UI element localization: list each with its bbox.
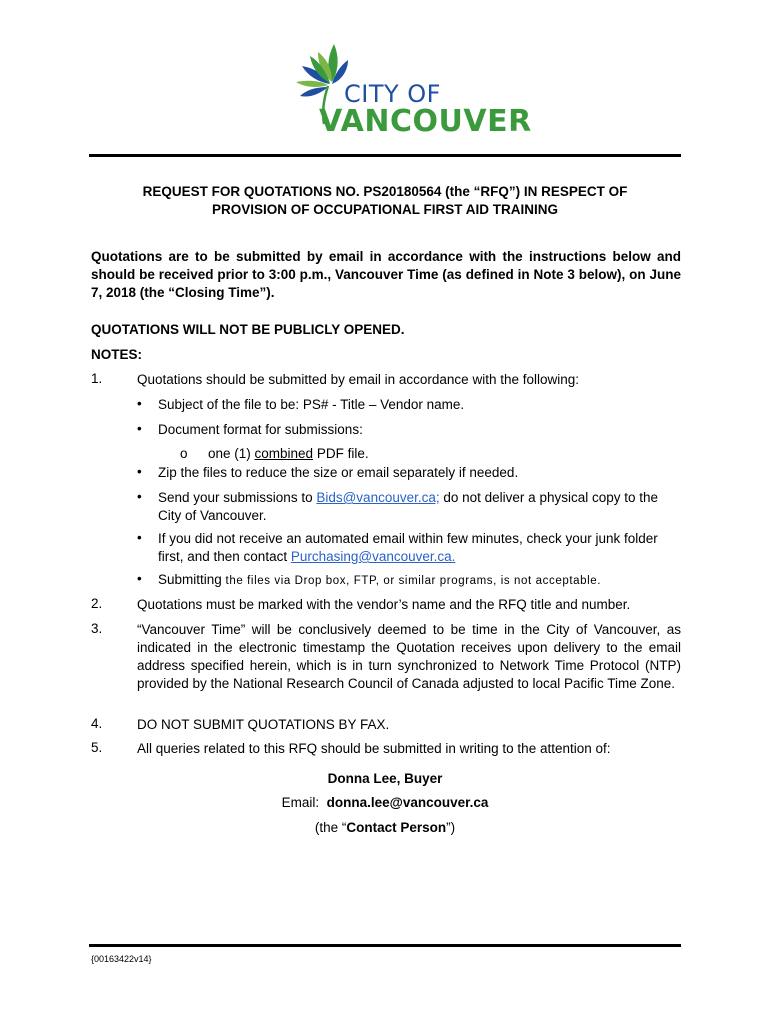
bullet-1-marker: •: [137, 396, 142, 411]
note-4-text: DO NOT SUBMIT QUOTATIONS BY FAX.: [137, 717, 390, 732]
note-5-text: All queries related to this RFQ should be submitted in writing to the attention of:: [137, 741, 611, 756]
sub-bullet-text: [208, 446, 369, 461]
contact-email-line: [89, 795, 681, 810]
note-1-number: 1.: [91, 371, 103, 386]
bullet-1-text: Subject of the file to be: PS# - Title – Vendor name.: [158, 397, 465, 412]
city-of-vancouver-logo: [288, 38, 532, 142]
bids-email-link[interactable]: Bids@vancouver.ca;: [316, 490, 440, 505]
bullet-2-marker: •: [137, 421, 142, 436]
header-rule: [89, 154, 681, 157]
bullet-6-text: [158, 571, 681, 590]
rfq-title-line-2: PROVISION OF OCCUPATIONAL FIRST AID TRAINING: [211, 202, 558, 217]
bullet-4-text-a: Send your submissions to: [158, 490, 317, 505]
purchasing-email-link[interactable]: Purchasing@vancouver.ca.: [290, 549, 456, 564]
contact-person-close: ”): [446, 820, 456, 835]
bullet-5-text-a: If you did not receive an automated email within few minutes, check your junk folder first, and then contact: [158, 531, 658, 564]
bullet-5-text: [158, 530, 681, 566]
note-2-number: 2.: [91, 596, 103, 611]
note-3-number: 3.: [91, 621, 103, 636]
contact-person-open: (the “: [314, 820, 347, 835]
footer-rule: [89, 944, 681, 947]
sub-bullet-text-a: one (1): [208, 446, 255, 461]
notes-heading: NOTES:: [91, 347, 143, 362]
bullet-4-text: [158, 489, 681, 525]
intro-paragraph: Quotations are to be submitted by email in accordance with the instructions below and should be received prior to 3:00 p.m., Vancouver Time (as defined in Note 3 below), on June 7, 2018 (the “Closing Time”).: [91, 249, 681, 300]
note-4-number: 4.: [91, 716, 103, 731]
sub-bullet-marker: o: [180, 446, 188, 461]
contact-email-label: Email:: [281, 795, 327, 810]
contact-email: donna.lee@vancouver.ca: [326, 795, 489, 810]
note-3-text: “Vancouver Time” will be conclusively deemed to be time in the City of Vancouver, as indicated in the electronic timestamp the Quotation receives upon delivery to the email address specified herein, which is in turn synchronized to Network Time Protocol (NTP) provided by the National Research Council of Canada adjusted to local Pacific Time Zone.: [137, 622, 681, 691]
contact-name: Donna Lee, Buyer: [327, 771, 443, 786]
logo-vancouver: VANCOUVER: [319, 104, 532, 139]
contact-person-line: [89, 820, 681, 835]
logo-city-of: CITY OF: [344, 80, 441, 108]
contact-person-label: Contact Person: [346, 820, 447, 835]
bullet-2-text: Document format for submissions:: [158, 422, 363, 437]
note-2-text: Quotations must be marked with the vendor’s name and the RFQ title and number.: [137, 597, 631, 612]
bullet-4-text-b: do not deliver a physical copy to the City of Vancouver.: [158, 490, 659, 523]
bullet-3-text: Zip the files to reduce the size or email separately if needed.: [158, 465, 519, 480]
bullet-5-marker: •: [137, 530, 142, 545]
note-5-number: 5.: [91, 740, 103, 755]
bullet-6-text-b: the files via Drop box, FTP, or similar programs, is not acceptable.: [225, 575, 602, 587]
note-1-text: Quotations should be submitted by email in accordance with the following:: [137, 372, 579, 387]
bullet-6-text-a: Submitting: [158, 572, 226, 587]
not-opened-notice: QUOTATIONS WILL NOT BE PUBLICLY OPENED.: [91, 322, 405, 337]
rfq-title-line-1: REQUEST FOR QUOTATIONS NO. PS20180564 (the “RFQ”) IN RESPECT OF: [142, 184, 628, 199]
sub-bullet-underlined: combined: [254, 446, 314, 461]
bullet-4-marker: •: [137, 489, 142, 504]
bullet-3-marker: •: [137, 464, 142, 479]
bullet-6-marker: •: [137, 571, 142, 586]
sub-bullet-text-b: PDF file.: [313, 446, 369, 461]
document-reference: {00163422v14}: [91, 954, 152, 964]
